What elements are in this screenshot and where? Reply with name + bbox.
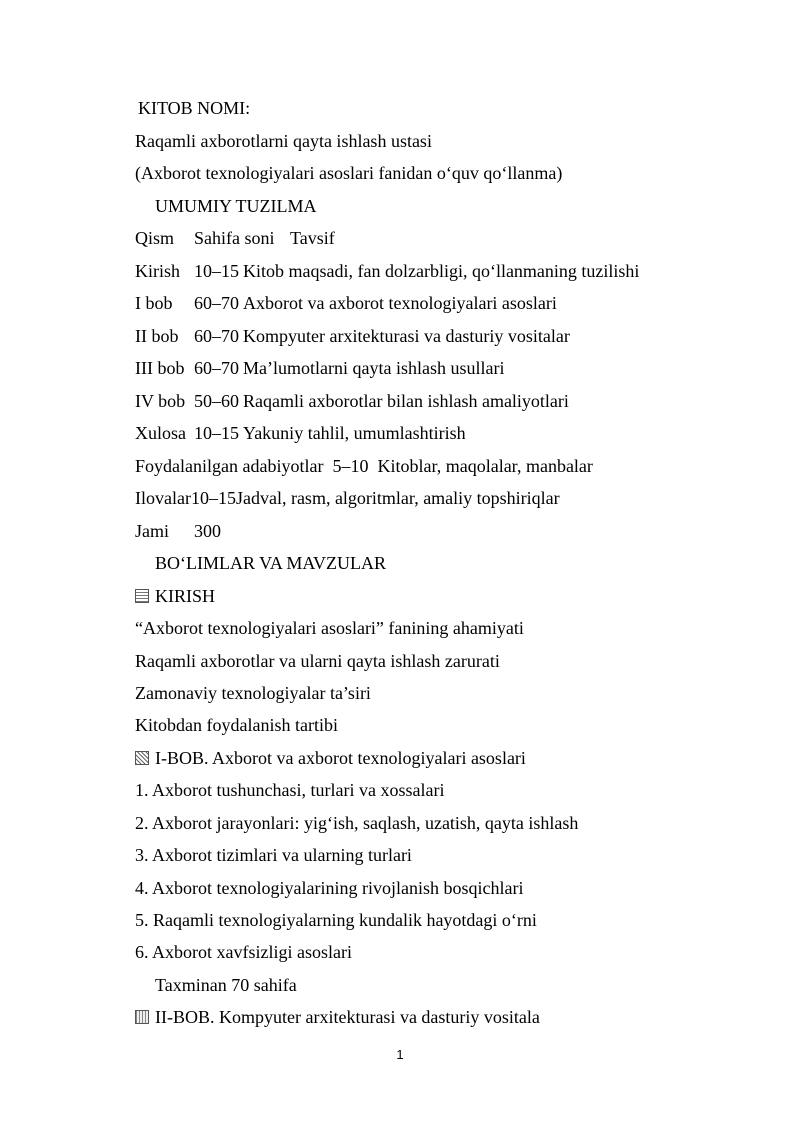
row-description: Raqamli axborotlar bilan ishlash amaliyotlari xyxy=(243,391,569,411)
chapter1-title: I-BOB. Axborot va axborot texnologiyalari asoslari xyxy=(155,748,526,768)
column-header-description: Tavsif xyxy=(290,228,335,248)
table-row xyxy=(0,357,800,379)
row-part: I bob xyxy=(135,293,173,313)
row-part: IV bob xyxy=(135,391,186,411)
row-pages: 60–70 xyxy=(194,358,239,378)
page-number: 1 xyxy=(396,1047,404,1062)
list-item: 1. Axborot tushunchasi, turlari va xossalari xyxy=(135,780,445,800)
section-bullet-icon xyxy=(135,1010,149,1024)
list-item: 4. Axborot texnologiyalarining rivojlanish bosqichlari xyxy=(135,878,524,898)
intro-heading xyxy=(135,585,215,607)
row-pages: 60–70 xyxy=(194,326,239,346)
table-row xyxy=(0,260,800,282)
total-pages: 300 xyxy=(194,521,221,541)
row-part: III bob xyxy=(135,358,185,378)
structure-heading: UMUMIY TUZILMA xyxy=(155,196,317,216)
section-bullet-icon xyxy=(135,751,149,765)
row-description: Kitob maqsadi, fan dolzarbligi, qo‘llanmaning tuzilishi xyxy=(243,261,640,281)
list-item: Zamonaviy texnologiyalar ta’siri xyxy=(135,683,371,703)
chapter1-heading xyxy=(135,747,526,769)
list-item: 2. Axborot jarayonlari: yig‘ish, saqlash, uzatish, qayta ishlash xyxy=(135,813,579,833)
row-part: Xulosa xyxy=(135,423,186,443)
book-title-label: KITOB NOMI: xyxy=(138,98,251,118)
table-row xyxy=(0,292,800,314)
book-title: Raqamli axborotlarni qayta ishlash ustasi xyxy=(135,131,432,151)
column-header-pages: Sahifa soni xyxy=(194,228,275,248)
table-row-total xyxy=(0,520,800,542)
row-description: Ma’lumotlarni qayta ishlash usullari xyxy=(243,358,505,378)
table-row-references: Foydalanilgan adabiyotlar 5–10 Kitoblar, maqolalar, manbalar xyxy=(135,456,593,476)
book-subtitle: (Axborot texnologiyalari asoslari fanidan o‘quv qo‘llanma) xyxy=(135,163,563,183)
list-item: 6. Axborot xavfsizligi asoslari xyxy=(135,942,352,962)
list-item: 5. Raqamli texnologiyalarning kundalik hayotdagi o‘rni xyxy=(135,910,537,930)
row-description: Axborot va axborot texnologiyalari asoslari xyxy=(243,293,557,313)
list-item: 3. Axborot tizimlari va ularning turlari xyxy=(135,845,412,865)
list-item: Kitobdan foydalanish tartibi xyxy=(135,715,338,735)
list-item: “Axborot texnologiyalari asoslari” fanining ahamiyati xyxy=(135,618,524,638)
table-row xyxy=(0,325,800,347)
row-pages: 60–70 xyxy=(194,293,239,313)
section-bullet-icon xyxy=(135,589,149,603)
row-pages: 10–15 xyxy=(194,261,239,281)
row-pages: 10–15 xyxy=(194,423,239,443)
chapter2-heading xyxy=(135,1006,540,1028)
sections-heading: BO‘LIMLAR VA MAVZULAR xyxy=(155,553,387,573)
structure-table-header xyxy=(0,227,800,249)
row-description: Kompyuter arxitekturasi va dasturiy vositalar xyxy=(243,326,570,346)
row-description: Yakuniy tahlil, umumlashtirish xyxy=(243,423,466,443)
intro-title: KIRISH xyxy=(155,586,216,606)
row-part: II bob xyxy=(135,326,179,346)
list-item: Raqamli axborotlar va ularni qayta ishlash zarurati xyxy=(135,651,500,671)
total-label: Jami xyxy=(135,521,169,541)
row-part: Kirish xyxy=(135,261,180,281)
chapter1-note: Taxminan 70 sahifa xyxy=(155,975,297,995)
table-row xyxy=(0,390,800,412)
row-pages: 50–60 xyxy=(194,391,239,411)
column-header-part: Qism xyxy=(135,228,175,248)
table-row xyxy=(0,422,800,444)
table-row-appendix: Ilovalar10–15Jadval, rasm, algoritmlar, amaliy topshiriqlar xyxy=(135,488,560,508)
chapter2-title: II-BOB. Kompyuter arxitekturasi va dasturiy vositala xyxy=(155,1007,540,1027)
